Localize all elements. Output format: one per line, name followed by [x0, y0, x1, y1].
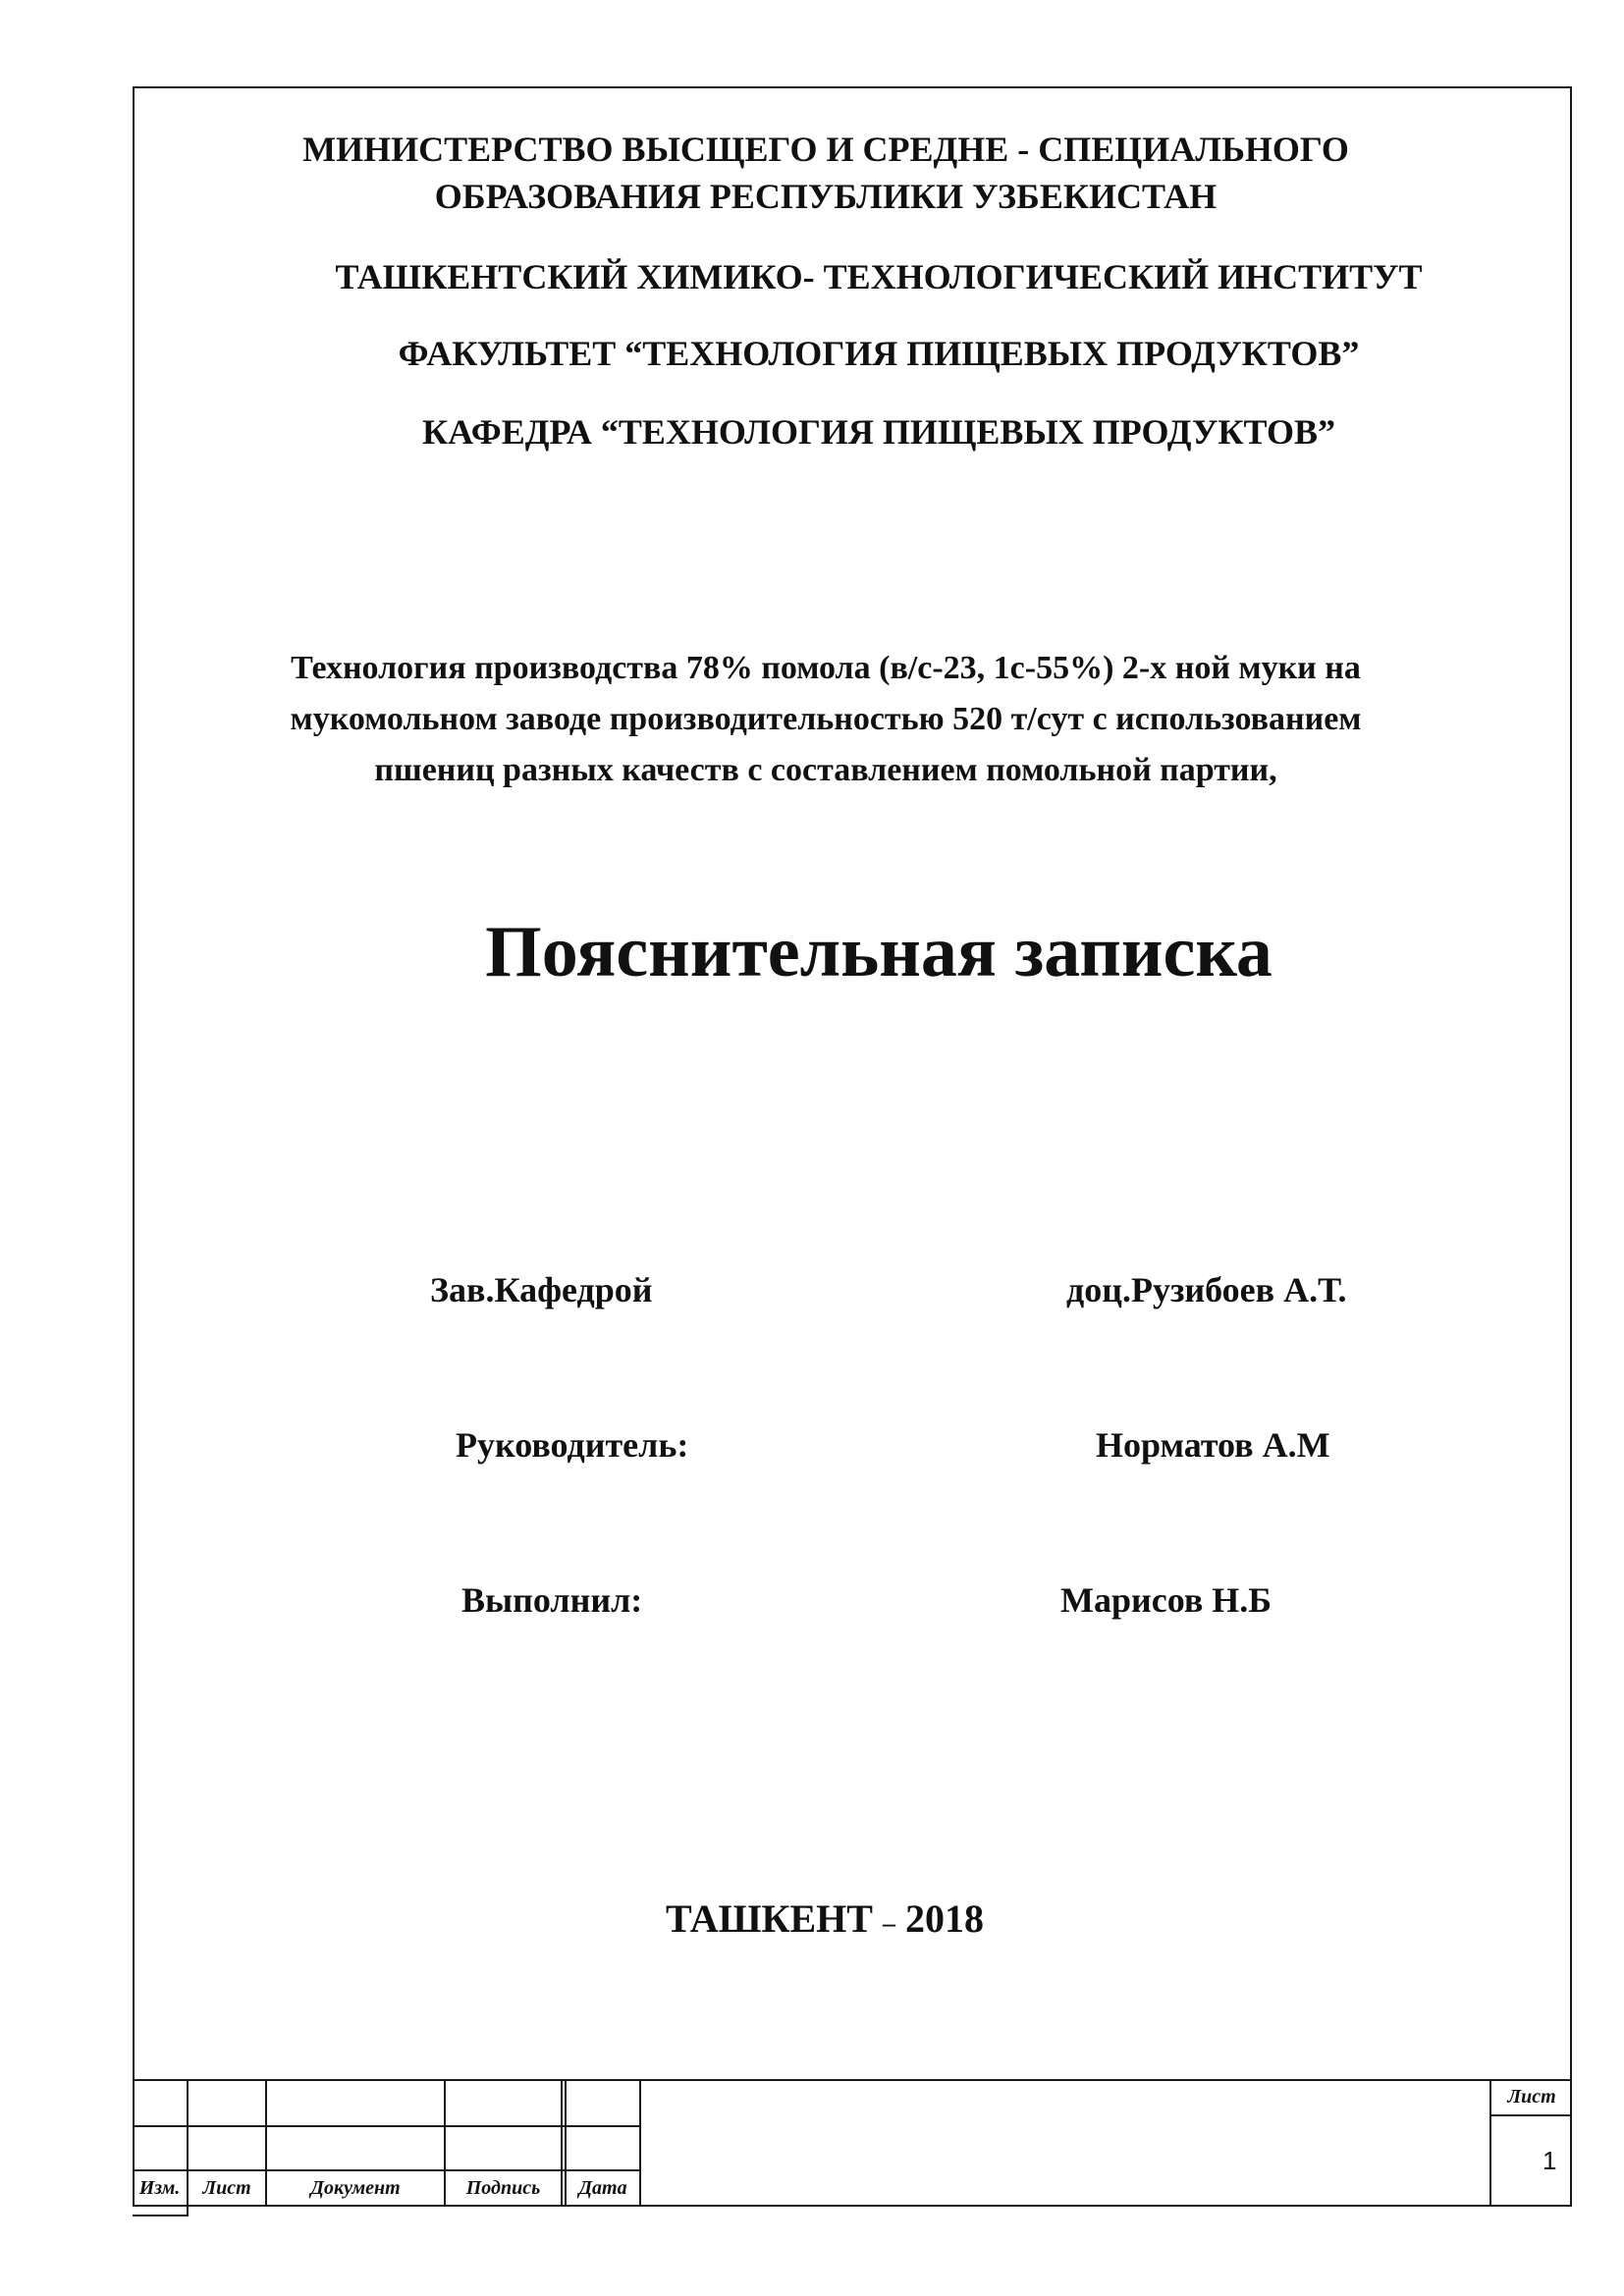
title-block-label-signature: Подпись [465, 2177, 541, 2199]
title-block-label-sheet: Лист [202, 2177, 251, 2199]
title-block-col-divider-5 [639, 2079, 641, 2207]
sheet-box-divider [1489, 2114, 1572, 2116]
page-frame [133, 86, 1572, 2207]
supervisor-name: Норматов А.М [1096, 1425, 1330, 1465]
title-block-label-document: Документ [310, 2177, 401, 2199]
topic-line-1: Технология производства 78% помола (в/с-23, 1с-55%) 2-х ной муки на [291, 650, 1361, 686]
supervisor-label: Руководитель: [456, 1425, 689, 1465]
department-name: КАФЕДРА “ТЕХНОЛОГИЯ ПИЩЕВЫХ ПРОДУКТОВ” [421, 412, 1336, 452]
title-block-label-date: Дата [578, 2177, 627, 2199]
document-title: Пояснительная записка [485, 912, 1272, 992]
title-block-top-border [133, 2079, 1572, 2081]
ministry-line-2: ОБРАЗОВАНИЯ РЕСПУБЛИКИ УЗБЕКИСТАН [434, 177, 1218, 216]
title-block-label-change: Изм. [138, 2177, 181, 2199]
city-year [0, 1895, 1624, 1949]
title-block-bottom-tab [133, 2215, 189, 2216]
title-block [133, 2079, 1572, 2207]
head-of-department-label: Зав.Кафедрой [430, 1270, 653, 1309]
head-of-department-name: доц.Рузибоев А.Т. [1066, 1270, 1347, 1309]
city: ТАШКЕНТ [666, 1896, 873, 1941]
faculty-name: ФАКУЛЬТЕТ “ТЕХНОЛОГИЯ ПИЩЕВЫХ ПРОДУКТОВ” [398, 334, 1360, 373]
title-block-col-divider-4 [561, 2079, 563, 2207]
topic-line-3: пшениц разных качеств с составлением помольной партии, [374, 752, 1277, 788]
city-year-dash: – [882, 1909, 895, 1938]
author-name: Марисов Н.Б [1060, 1580, 1272, 1620]
year: 2018 [904, 1896, 984, 1941]
ministry-line-1: МИНИСТЕРСТВО ВЫСЩЕГО И СРЕДНЕ - СПЕЦИАЛЬНОГО [302, 130, 1349, 169]
sheet-number: 1 [1543, 2146, 1557, 2175]
author-label: Выполнил: [461, 1580, 643, 1620]
sheet-box-label: Лист [1507, 2086, 1556, 2108]
institute-name: ТАШКЕНТСКИЙ ХИМИКО- ТЕХНОЛОГИЧЕСКИЙ ИНСТИТУТ [335, 257, 1423, 296]
topic-line-2: мукомольном заводе производительностью 520 т/сут с использованием [290, 701, 1362, 737]
